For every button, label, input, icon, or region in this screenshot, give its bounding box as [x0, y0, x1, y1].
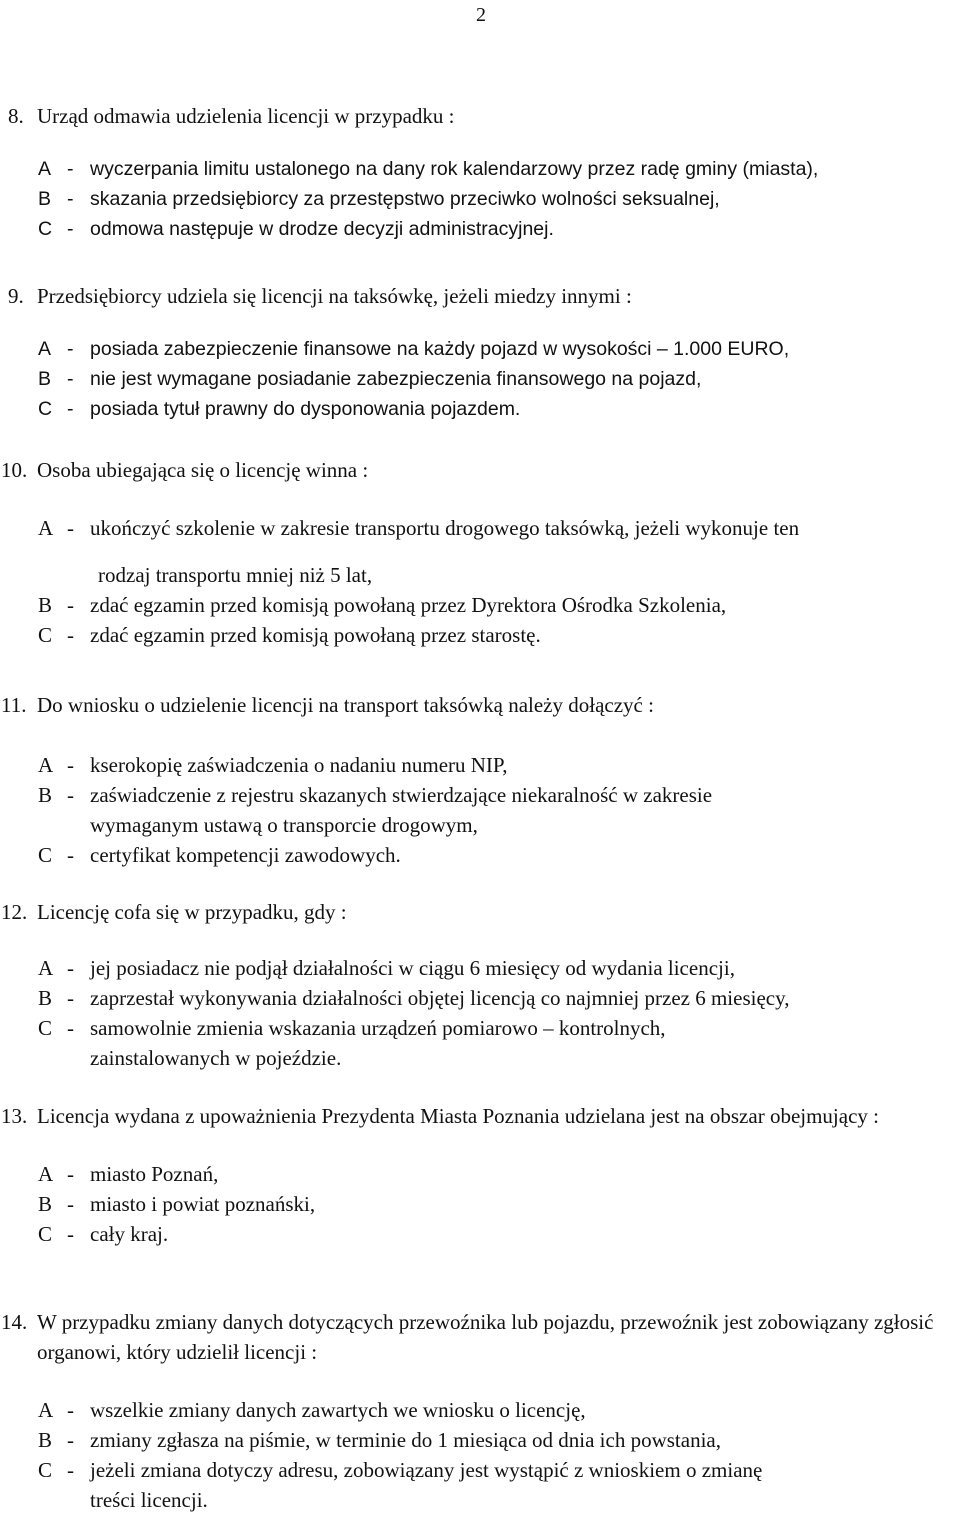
- option-text: kserokopię zaświadczenia o nadaniu numeru NIP,: [90, 753, 508, 777]
- option-c-continuation: zainstalowanych w pojeździe.: [90, 1046, 342, 1070]
- option-letter: A: [38, 338, 52, 360]
- question-text: Licencja wydana z upoważnienia Prezydenta Miasta Poznania udzielana jest na obszar obejmujący :: [37, 1104, 879, 1128]
- answer-options: [0, 750, 960, 870]
- option-b-continuation: wymaganym ustawą o transporcie drogowym,: [90, 813, 478, 837]
- question-text: Przedsiębiorcy udziela się licencji na taksówkę, jeżeli miedzy innymi :: [37, 284, 632, 308]
- question-13: [0, 1101, 960, 1249]
- option-c: [0, 620, 960, 650]
- option-dash: -: [67, 398, 74, 420]
- option-text: cały kraj.: [90, 1222, 169, 1246]
- question-header: [0, 101, 960, 131]
- option-dash: -: [67, 1428, 74, 1452]
- option-dash: -: [67, 338, 74, 360]
- option-text: zmiany zgłasza na piśmie, w terminie do 1 miesiąca od dnia ich powstania,: [90, 1428, 721, 1452]
- option-b: [0, 590, 960, 620]
- answer-options: [0, 154, 960, 244]
- option-letter: B: [38, 1428, 53, 1452]
- question-11: [0, 690, 960, 870]
- option-text: nie jest wymagane posiadanie zabezpieczenia finansowego na pojazd,: [90, 368, 702, 390]
- question-header: [0, 455, 960, 485]
- option-text: jej posiadacz nie podjął działalności w ciągu 6 miesięcy od wydania licencji,: [90, 956, 735, 980]
- page-number: 2: [476, 4, 486, 26]
- option-b: [0, 1425, 960, 1455]
- answer-options: [0, 1395, 960, 1515]
- option-dash: -: [67, 593, 74, 617]
- option-c: [0, 1455, 960, 1485]
- option-dash: -: [67, 623, 74, 647]
- option-letter: B: [38, 188, 52, 210]
- option-c: [0, 214, 960, 244]
- option-b: [0, 983, 960, 1013]
- question-text: Urząd odmawia udzielenia licencji w przypadku :: [37, 104, 455, 128]
- option-letter: C: [38, 1458, 53, 1482]
- option-dash: -: [67, 1016, 74, 1040]
- option-c-continuation: treści licencji.: [90, 1488, 208, 1512]
- option-text: wyczerpania limitu ustalonego na dany rok kalendarzowy przez radę gminy (miasta),: [90, 158, 819, 180]
- option-text: samowolnie zmienia wskazania urządzeń pomiarowo – kontrolnych,: [90, 1016, 666, 1040]
- option-letter: C: [38, 398, 53, 420]
- option-text: miasto Poznań,: [90, 1162, 219, 1186]
- option-dash: -: [67, 1192, 74, 1216]
- option-text: zaprzestał wykonywania działalności objętej licencją co najmniej przez 6 miesięcy,: [90, 986, 790, 1010]
- option-dash: -: [67, 986, 74, 1010]
- option-a: [0, 513, 960, 543]
- option-c: [0, 1219, 960, 1249]
- question-14: [0, 1307, 960, 1515]
- option-a: [0, 1159, 960, 1189]
- option-text: skazania przedsiębiorcy za przestępstwo przeciwko wolności seksualnej,: [90, 188, 720, 210]
- answer-options: [0, 513, 960, 650]
- option-letter: C: [38, 218, 53, 240]
- option-letter: A: [38, 158, 52, 180]
- option-text: zaświadczenie z rejestru skazanych stwierdzające niekaralność w zakresie: [90, 783, 713, 807]
- option-letter: A: [38, 1398, 54, 1422]
- question-header: [0, 897, 960, 927]
- option-dash: -: [67, 1162, 74, 1186]
- option-letter: B: [38, 593, 53, 617]
- option-c: [0, 394, 960, 424]
- question-10: [0, 455, 960, 650]
- option-c: [0, 1013, 960, 1043]
- option-letter: A: [38, 956, 54, 980]
- option-letter: B: [38, 1192, 53, 1216]
- question-8: [0, 101, 960, 244]
- option-dash: -: [67, 753, 74, 777]
- option-letter: B: [38, 368, 52, 390]
- option-a: [0, 334, 960, 364]
- question-header: [0, 281, 960, 311]
- question-9: [0, 281, 960, 424]
- question-number: 13.: [1, 1104, 28, 1128]
- question-header: [0, 1307, 960, 1367]
- option-letter: C: [38, 1016, 53, 1040]
- question-number: 11.: [1, 693, 27, 717]
- option-letter: A: [38, 516, 54, 540]
- option-letter: B: [38, 986, 53, 1010]
- question-header: [0, 1101, 960, 1131]
- option-b: [0, 780, 960, 810]
- question-text: Do wniosku o udzielenie licencji na transport taksówką należy dołączyć :: [37, 693, 654, 717]
- option-a: [0, 1395, 960, 1425]
- option-letter: C: [38, 1222, 53, 1246]
- option-text: certyfikat kompetencji zawodowych.: [90, 843, 401, 867]
- question-header: [0, 690, 960, 720]
- option-letter: C: [38, 843, 53, 867]
- option-text: wszelkie zmiany danych zawartych we wniosku o licencję,: [90, 1398, 586, 1422]
- option-text: odmowa następuje w drodze decyzji administracyjnej.: [90, 218, 554, 240]
- answer-options: [0, 953, 960, 1073]
- option-text: miasto i powiat poznański,: [90, 1192, 316, 1216]
- question-12: [0, 897, 960, 1073]
- option-dash: -: [67, 783, 74, 807]
- option-dash: -: [67, 188, 74, 210]
- option-text: posiada tytuł prawny do dysponowania pojazdem.: [90, 398, 521, 420]
- option-dash: -: [67, 218, 74, 240]
- question-number: 9.: [8, 284, 24, 308]
- option-dash: -: [67, 1458, 74, 1482]
- option-text: posiada zabezpieczenie finansowe na każdy pojazd w wysokości – 1.000 EURO,: [90, 338, 790, 360]
- answer-options: [0, 1159, 960, 1249]
- option-a: [0, 953, 960, 983]
- question-text: Osoba ubiegająca się o licencję winna :: [37, 458, 369, 482]
- answer-options: [0, 334, 960, 424]
- option-dash: -: [67, 843, 74, 867]
- option-text: zdać egzamin przed komisją powołaną przez starostę.: [90, 623, 541, 647]
- option-text: zdać egzamin przed komisją powołaną przez Dyrektora Ośrodka Szkolenia,: [90, 593, 727, 617]
- option-c: [0, 840, 960, 870]
- option-b: [0, 1189, 960, 1219]
- question-number: 12.: [1, 900, 28, 924]
- option-dash: -: [67, 956, 74, 980]
- option-dash: -: [67, 158, 74, 180]
- option-letter: A: [38, 753, 54, 777]
- option-dash: -: [67, 368, 74, 390]
- option-dash: -: [67, 516, 74, 540]
- option-letter: B: [38, 783, 53, 807]
- question-number: 10.: [1, 458, 28, 482]
- option-a: [0, 750, 960, 780]
- option-a-continuation: rodzaj transportu mniej niż 5 lat,: [98, 563, 373, 587]
- option-dash: -: [67, 1222, 74, 1246]
- option-a: [0, 154, 960, 184]
- option-letter: A: [38, 1162, 54, 1186]
- question-text: Licencję cofa się w przypadku, gdy :: [37, 900, 347, 924]
- option-b: [0, 184, 960, 214]
- question-text: W przypadku zmiany danych dotyczących przewoźnika lub pojazdu, przewoźnik jest zobowiązany zgłosić organowi, który udzielił licencji :: [37, 1310, 934, 1364]
- question-number: 8.: [8, 104, 24, 128]
- option-letter: C: [38, 623, 53, 647]
- option-text: ukończyć szkolenie w zakresie transportu drogowego taksówką, jeżeli wykonuje ten: [90, 516, 800, 540]
- option-text: jeżeli zmiana dotyczy adresu, zobowiązany jest wystąpić z wnioskiem o zmianę: [90, 1458, 763, 1482]
- question-number: 14.: [1, 1310, 28, 1334]
- option-b: [0, 364, 960, 394]
- option-dash: -: [67, 1398, 74, 1422]
